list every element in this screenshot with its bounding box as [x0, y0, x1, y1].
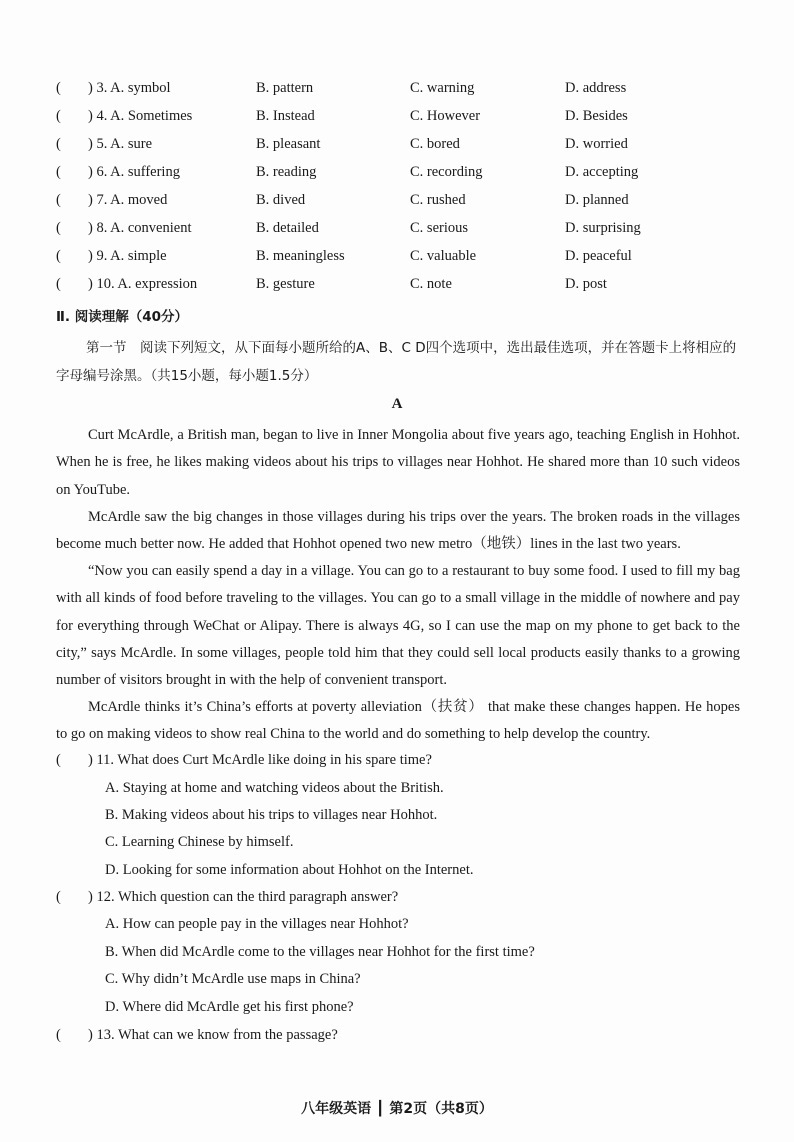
- option-d: D. address: [565, 80, 627, 96]
- option-a: ) 6. A. suffering: [88, 164, 180, 180]
- question-stem: [0, 752, 794, 774]
- passage-paragraph: McArdle thinks it’s China’s efforts at poverty alleviation（扶贫） that make these changes happen. He hopes to go on making videos to show real China to the world and do something to help develop the country.: [56, 699, 740, 743]
- option-d: D. surprising: [565, 220, 641, 236]
- option-b: B. meaningless: [256, 248, 345, 264]
- option-d: D. accepting: [565, 164, 639, 180]
- option-c: C. rushed: [410, 192, 466, 208]
- option-a: ) 5. A. sure: [88, 136, 153, 152]
- option-c: C. However: [410, 108, 481, 124]
- option-c: C. warning: [410, 80, 475, 96]
- choice-item: B. Making videos about his trips to villages near Hohhot.: [105, 807, 438, 823]
- option-b: B. Instead: [256, 108, 315, 124]
- option-d: D. post: [565, 276, 607, 292]
- option-row: [0, 220, 794, 242]
- option-a: ) 8. A. convenient: [88, 220, 192, 236]
- question-text: ) 13. What can we know from the passage?: [88, 1027, 338, 1043]
- answer-paren: (: [56, 889, 61, 905]
- answer-paren: (: [56, 752, 61, 768]
- option-b: B. reading: [256, 164, 317, 180]
- option-a: ) 10. A. expression: [88, 276, 198, 292]
- option-d: D. worried: [565, 136, 628, 152]
- choice-item: C. Learning Chinese by himself.: [105, 834, 294, 850]
- option-a: ) 7. A. moved: [88, 192, 168, 208]
- option-b: B. pleasant: [256, 136, 321, 152]
- choice-item: A. How can people pay in the villages near Hohhot?: [105, 916, 409, 932]
- option-row: [0, 80, 794, 102]
- choice-item: D. Where did McArdle get his first phone?: [105, 999, 354, 1015]
- option-row: [0, 248, 794, 270]
- answer-paren: (: [56, 164, 61, 180]
- question-text: ) 11. What does Curt McArdle like doing in his spare time?: [88, 752, 432, 768]
- option-row: [0, 276, 794, 298]
- option-row: [0, 192, 794, 214]
- option-a: ) 3. A. symbol: [88, 80, 171, 96]
- answer-paren: (: [56, 1027, 61, 1043]
- answer-paren: (: [56, 108, 61, 124]
- option-row: [0, 136, 794, 158]
- answer-paren: (: [56, 276, 61, 292]
- choice-item: D. Looking for some information about Hohhot on the Internet.: [105, 862, 474, 878]
- option-d: D. Besides: [565, 108, 628, 124]
- answer-paren: (: [56, 80, 61, 96]
- option-b: B. detailed: [256, 220, 319, 236]
- option-c: C. note: [410, 276, 452, 292]
- choice-item: B. When did McArdle come to the villages near Hohhot for the first time?: [105, 944, 535, 960]
- answer-paren: (: [56, 248, 61, 264]
- question-stem: [0, 1027, 794, 1049]
- option-b: B. dived: [256, 192, 306, 208]
- answer-paren: (: [56, 192, 61, 208]
- option-a: ) 4. A. Sometimes: [88, 108, 193, 124]
- page-footer: 八年级英语 ┃ 第2页（共8页）: [301, 1101, 493, 1117]
- option-d: D. planned: [565, 192, 629, 208]
- question-stem: [0, 889, 794, 911]
- answer-paren: (: [56, 136, 61, 152]
- option-d: D. peaceful: [565, 248, 632, 264]
- question-text: ) 12. Which question can the third paragraph answer?: [88, 889, 399, 905]
- option-row: [0, 108, 794, 130]
- passage-paragraph: Curt McArdle, a British man, began to live in Inner Mongolia about five years ago, teaching English in Hohhot. When he is free, he likes making videos about his trips to villages near Hohhot. He shared more than 10 such videos on YouTube.: [56, 427, 740, 498]
- choice-item: A. Staying at home and watching videos about the British.: [105, 780, 444, 796]
- option-c: C. recording: [410, 164, 483, 180]
- option-c: C. serious: [410, 220, 468, 236]
- option-b: B. gesture: [256, 276, 315, 292]
- option-c: C. valuable: [410, 248, 477, 264]
- passage-paragraph: “Now you can easily spend a day in a village. You can go to a restaurant to buy some food. I used to fill my bag with all kinds of food before traveling to the villages. You can go to a small village in the middle of nowhere and pay for everything through WeChat or Alipay. There is always 4G, so I can use the map on my phone to get back to the city,” says McArdle. In some villages, people told him that they could sell local products easily thanks to a growing number of visitors brought in with the help of convenient transport.: [56, 563, 740, 689]
- option-b: B. pattern: [256, 80, 314, 96]
- option-a: ) 9. A. simple: [88, 248, 167, 264]
- section-instruction: 第一节 阅读下列短文，从下面每小题所给的A、B、C D四个选项中，选出最佳选项，并在答题卡上将相应的字母编号涂黑。（共15小题，每小题1.5分）: [56, 340, 737, 384]
- option-row: [0, 164, 794, 186]
- answer-paren: (: [56, 220, 61, 236]
- passage-paragraph: McArdle saw the big changes in those villages during his trips over the years. The broken roads in the villages become much better now. He added that Hohhot opened two new metro（地铁）lines in the last two years.: [56, 509, 740, 553]
- choice-item: C. Why didn’t McArdle use maps in China?: [105, 971, 361, 987]
- option-c: C. bored: [410, 136, 460, 152]
- section-title: Ⅱ. 阅读理解（40分）: [56, 309, 189, 325]
- passage-title: A: [391, 396, 403, 412]
